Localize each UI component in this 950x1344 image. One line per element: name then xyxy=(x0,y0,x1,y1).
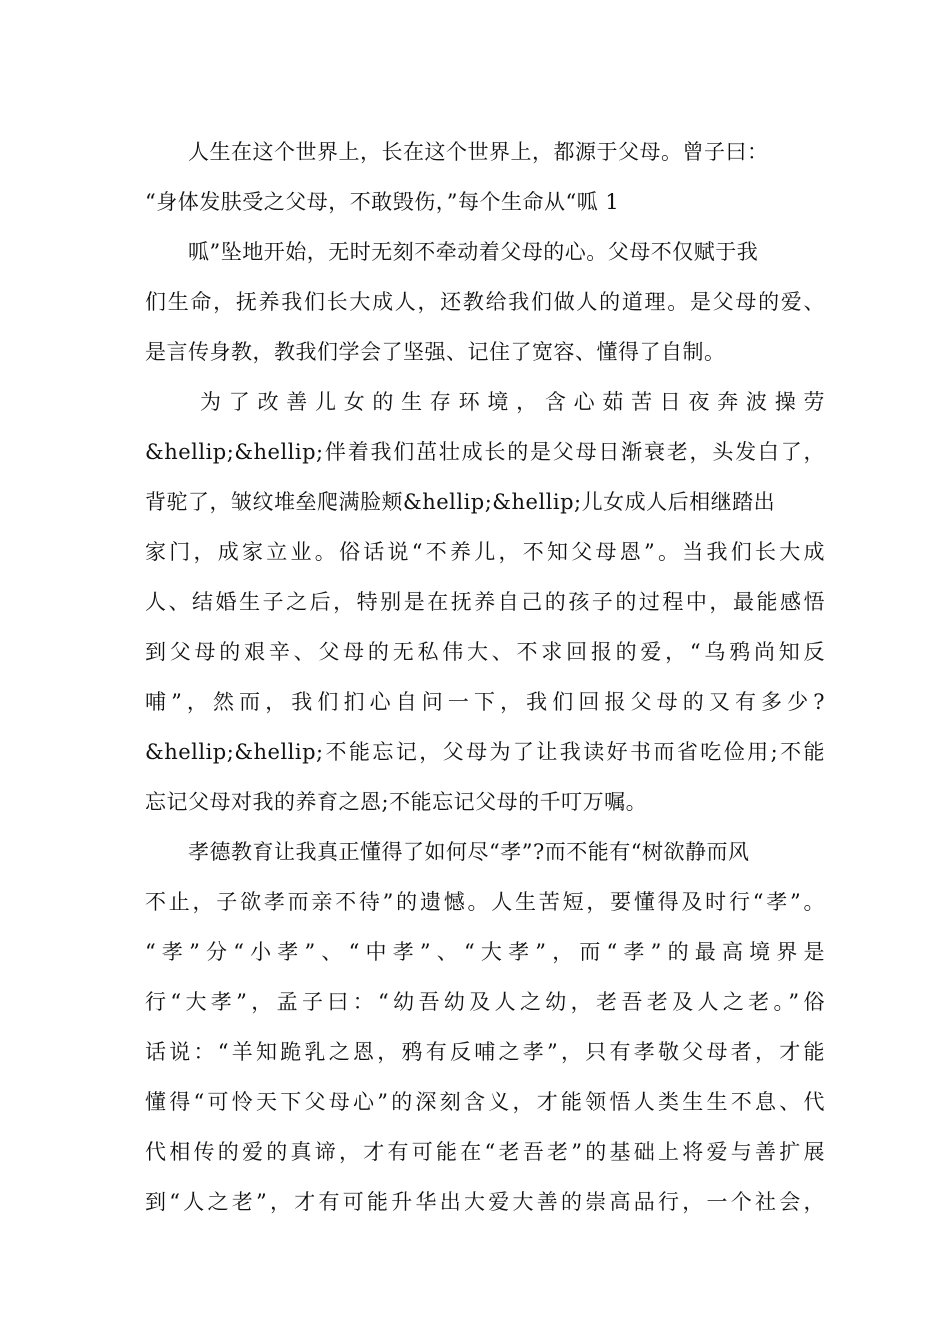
text-line: 话说：“羊知跪乳之恩，鸦有反哺之孝”，只有孝敬父母者，才能 xyxy=(145,1040,825,1064)
text-line: 哺”，然而，我们扪心自问一下，我们回报父母的又有多少? xyxy=(145,690,825,714)
text-line: 背驼了，皱纹堆垒爬满脸颊&hellip;&hellip;儿女成人后相继踏出 xyxy=(145,490,776,514)
text-line: 们生命，抚养我们长大成人，还教给我们做人的道理。是父母的爱、 xyxy=(145,290,825,314)
text-line: 呱”坠地开始，无时无刻不牵动着父母的心。父母不仅赋于我 xyxy=(188,240,759,264)
text-line: 不止，子欲孝而亲不待”的遗憾。人生苦短，要懂得及时行“孝”。 xyxy=(145,890,825,914)
text-line: 到“人之老”，才有可能升华出大爱大善的崇高品行，一个社会， xyxy=(145,1190,825,1214)
text-line: &hellip;&hellip;伴着我们茁壮成长的是父母日渐衰老，头发白了， xyxy=(145,440,825,464)
text-line: “身体发肤受之父母，不敢毁伤，”每个生命从“呱 1 xyxy=(145,190,620,214)
text-line: 孝德教育让我真正懂得了如何尽“孝”?而不能有“树欲静而风 xyxy=(188,840,750,864)
text-line: 到父母的艰辛、父母的无私伟大、不求回报的爱，“乌鸦尚知反 xyxy=(145,640,825,664)
text-line: 懂得“可怜天下父母心”的深刻含义，才能领悟人类生生不息、代 xyxy=(145,1090,825,1114)
text-line: 家门，成家立业。俗话说“不养儿，不知父母恩”。当我们长大成 xyxy=(145,540,825,564)
text-line: 行“大孝”，孟子曰：“幼吾幼及人之幼，老吾老及人之老。”俗 xyxy=(145,990,825,1014)
text-line: &hellip;&hellip;不能忘记，父母为了让我读好书而省吃俭用;不能 xyxy=(145,740,825,764)
text-line: 人生在这个世界上，长在这个世界上，都源于父母。曾子曰： xyxy=(188,140,769,164)
text-line: 代相传的爱的真谛，才有可能在“老吾老”的基础上将爱与善扩展 xyxy=(145,1140,825,1164)
text-line: 忘记父母对我的养育之恩;不能忘记父母的千叮万嘱。 xyxy=(145,790,648,814)
text-line: “孝”分“小孝”、“中孝”、“大孝”，而“孝”的最高境界是 xyxy=(145,940,825,964)
text-line: 人、结婚生子之后，特别是在抚养自己的孩子的过程中，最能感悟 xyxy=(145,590,825,614)
text-line: 是言传身教，教我们学会了坚强、记住了宽容、懂得了自制。 xyxy=(145,340,726,364)
text-line: 为了改善儿女的生存环境，含心茹苦日夜奔波操劳 xyxy=(200,390,825,414)
